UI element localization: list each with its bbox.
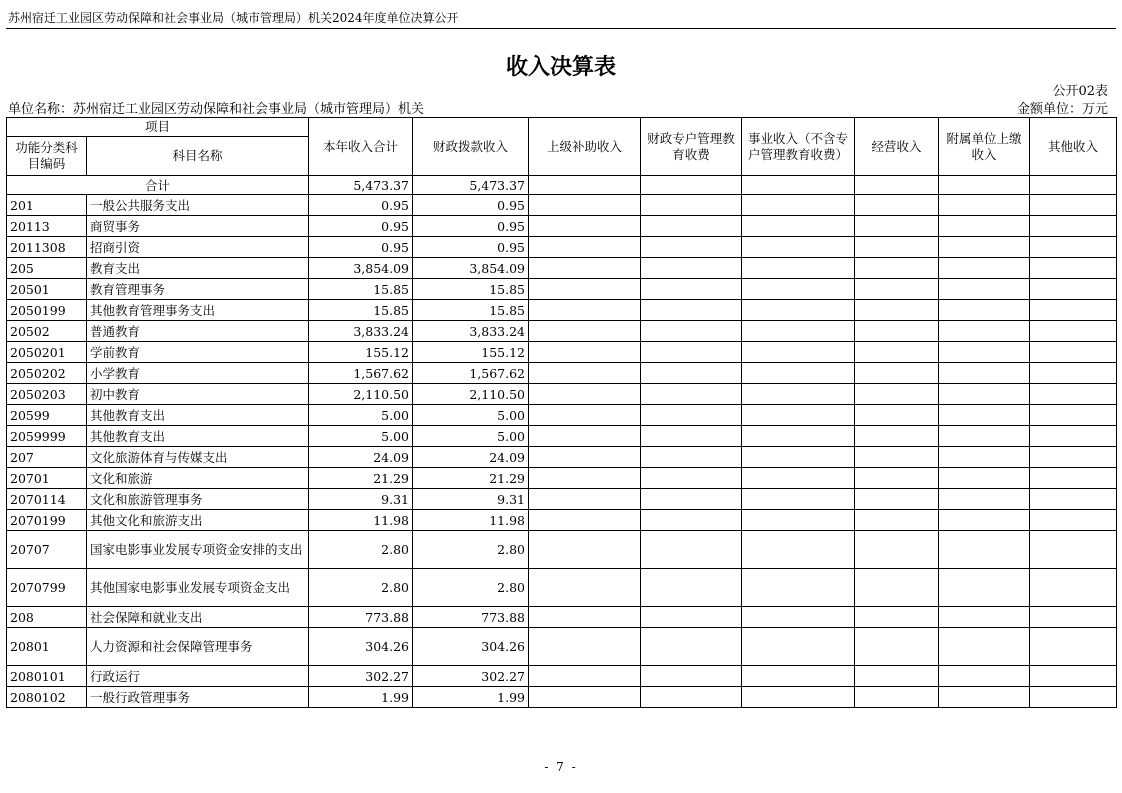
row-code: 20501 [7,279,87,300]
row-code: 2070114 [7,489,87,510]
row-name: 教育支出 [87,258,309,279]
row-code: 2080101 [7,666,87,687]
row-total: 2.80 [309,569,413,607]
page-number: - 7 - [544,760,578,774]
row-code: 2011308 [7,237,87,258]
table-row [7,489,1117,510]
row-fiscal: 2,110.50 [413,384,529,405]
row-total: 5.00 [309,426,413,447]
row-name: 商贸事务 [87,216,309,237]
table-row [7,531,1117,569]
income-statement-table [6,117,1117,708]
row-name: 普通教育 [87,321,309,342]
row-fiscal: 3,833.24 [413,321,529,342]
table-row [7,342,1117,363]
header-career: 事业收入（不含专户管理教育收费） [742,118,855,176]
row-code: 2050202 [7,363,87,384]
header-edu-fee: 财政专户管理教育收费 [641,118,742,176]
table-row [7,237,1117,258]
table-row [7,279,1117,300]
row-fiscal: 304.26 [413,628,529,666]
header-other: 其他收入 [1030,118,1117,176]
row-fiscal: 0.95 [413,237,529,258]
row-code: 20801 [7,628,87,666]
header-code: 功能分类科目编码 [7,137,87,176]
row-fiscal: 9.31 [413,489,529,510]
table-row [7,384,1117,405]
row-fiscal: 11.98 [413,510,529,531]
row-code: 20701 [7,468,87,489]
table-row [7,258,1117,279]
table-row [7,363,1117,384]
row-name: 其他国家电影事业发展专项资金支出 [87,569,309,607]
table-row [7,510,1117,531]
row-total: 0.95 [309,237,413,258]
row-code: 20113 [7,216,87,237]
row-code: 2080102 [7,687,87,708]
row-code: 205 [7,258,87,279]
row-code: 2070199 [7,510,87,531]
header-superior: 上级补助收入 [529,118,641,176]
table-row [7,569,1117,607]
row-name: 其他教育支出 [87,405,309,426]
row-code: 2050199 [7,300,87,321]
row-code: 20599 [7,405,87,426]
total-amount: 5,473.37 [309,176,413,195]
header-project: 项目 [7,118,309,137]
row-fiscal: 3,854.09 [413,258,529,279]
row-fiscal: 21.29 [413,468,529,489]
row-fiscal: 155.12 [413,342,529,363]
row-name: 文化和旅游管理事务 [87,489,309,510]
header-rule [6,28,1116,29]
table-row [7,687,1117,708]
table-row [7,468,1117,489]
header-name: 科目名称 [87,137,309,176]
page-title: 收入决算表 [505,55,616,80]
row-total: 773.88 [309,607,413,628]
row-code: 2059999 [7,426,87,447]
row-name: 一般公共服务支出 [87,195,309,216]
row-name: 小学教育 [87,363,309,384]
row-name: 一般行政管理事务 [87,687,309,708]
row-fiscal: 5.00 [413,426,529,447]
row-total: 5.00 [309,405,413,426]
row-total: 15.85 [309,300,413,321]
amount-unit: 金额单位：万元 [1016,102,1108,117]
row-name: 文化旅游体育与传媒支出 [87,447,309,468]
row-fiscal: 773.88 [413,607,529,628]
row-code: 2050203 [7,384,87,405]
table-row [7,426,1117,447]
row-name: 国家电影事业发展专项资金安排的支出 [87,531,309,569]
row-name: 学前教育 [87,342,309,363]
row-name: 文化和旅游 [87,468,309,489]
row-total: 302.27 [309,666,413,687]
row-name: 教育管理事务 [87,279,309,300]
row-total: 1.99 [309,687,413,708]
total-fiscal: 5,473.37 [413,176,529,195]
row-name: 人力资源和社会保障管理事务 [87,628,309,666]
header-business: 经营收入 [855,118,939,176]
row-code: 2050201 [7,342,87,363]
header-affiliated: 附属单位上缴收入 [939,118,1030,176]
row-fiscal: 0.95 [413,195,529,216]
table-row [7,607,1117,628]
row-name: 初中教育 [87,384,309,405]
row-fiscal: 15.85 [413,300,529,321]
total-label: 合计 [7,176,309,195]
row-fiscal: 1.99 [413,687,529,708]
row-code: 2070799 [7,569,87,607]
table-row [7,321,1117,342]
unit-name: 单位名称：苏州宿迁工业园区劳动保障和社会事业局（城市管理局）机关 [8,102,425,117]
row-code: 201 [7,195,87,216]
header-total: 本年收入合计 [309,118,413,176]
table-row [7,216,1117,237]
row-total: 21.29 [309,468,413,489]
row-code: 20502 [7,321,87,342]
table-row [7,628,1117,666]
table-row [7,405,1117,426]
table-row [7,195,1117,216]
row-total: 2,110.50 [309,384,413,405]
row-code: 208 [7,607,87,628]
row-fiscal: 302.27 [413,666,529,687]
row-total: 0.95 [309,195,413,216]
row-name: 社会保障和就业支出 [87,607,309,628]
table-number: 公开02表 [1052,84,1108,99]
row-total: 15.85 [309,279,413,300]
row-fiscal: 24.09 [413,447,529,468]
row-name: 行政运行 [87,666,309,687]
row-total: 24.09 [309,447,413,468]
table-row [7,447,1117,468]
row-code: 20707 [7,531,87,569]
row-code: 207 [7,447,87,468]
row-total: 11.98 [309,510,413,531]
row-fiscal: 2.80 [413,569,529,607]
table-row [7,300,1117,321]
row-name: 其他教育支出 [87,426,309,447]
row-fiscal: 1,567.62 [413,363,529,384]
table-row [7,666,1117,687]
row-total: 0.95 [309,216,413,237]
row-fiscal: 5.00 [413,405,529,426]
row-total: 304.26 [309,628,413,666]
row-name: 招商引资 [87,237,309,258]
total-row [7,176,1117,195]
row-total: 9.31 [309,489,413,510]
row-total: 1,567.62 [309,363,413,384]
row-fiscal: 2.80 [413,531,529,569]
row-name: 其他文化和旅游支出 [87,510,309,531]
row-total: 2.80 [309,531,413,569]
row-total: 155.12 [309,342,413,363]
row-total: 3,854.09 [309,258,413,279]
running-header: 苏州宿迁工业园区劳动保障和社会事业局（城市管理局）机关2024年度单位决算公开 [8,11,459,25]
header-fiscal: 财政拨款收入 [413,118,529,176]
row-name: 其他教育管理事务支出 [87,300,309,321]
row-fiscal: 0.95 [413,216,529,237]
row-total: 3,833.24 [309,321,413,342]
row-fiscal: 15.85 [413,279,529,300]
